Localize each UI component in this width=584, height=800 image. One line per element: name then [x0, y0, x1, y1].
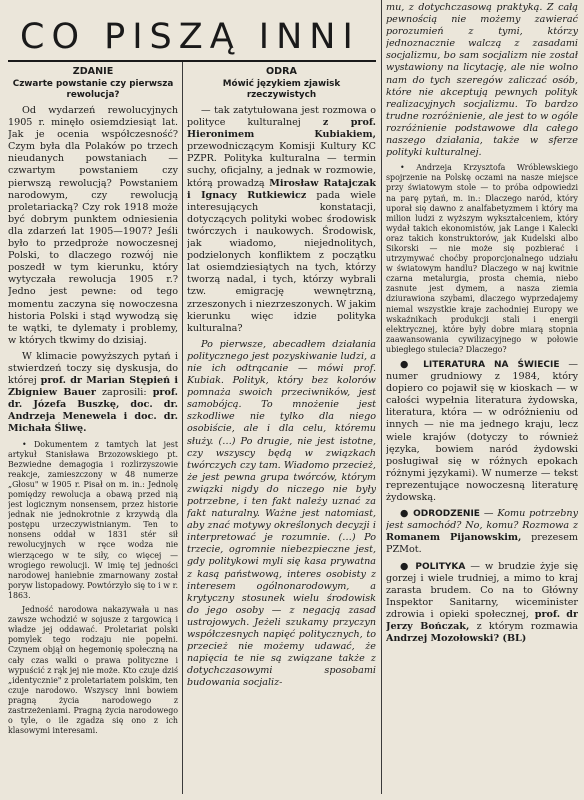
paragraph: ● LITERATURA NA ŚWIECIE — numer grudniowy z 1984, który dopiero co pojawił się w kioskach — w całości wypełnia literatura żydowska, literatura, która — w odróżnieniu od innych — nie ma jednego kraju, lecz wiele krajów (dotyczy to również języka, bowiem naród żydowski posługiwał się w różnych epokach różnymi językami). W numerze — tekst reprezentujące nowoczesną literaturę żydowską. [386, 359, 578, 504]
column-separator-2 [381, 0, 382, 794]
paragraph [187, 105, 376, 335]
column-separator-1 [182, 62, 183, 794]
paragraph: • Andrzeja Krzysztofa Wróblewskiego spojrzenie na Polskę oczami na nasze miejsce przy światowym stole — to próba odpowiedzi na parę pytań, m. in.: Dlaczego naród, który uporał się dawno z analfabetyzmem i który ma milion ludzi z wyższym wykształceniem, który wydał takich ekonomistów, jak Lange i Kalecki oraz takich konstruktorów, jak Kudelski albo Sikorski — nie może się pozbierać i utrzymywać choćby proporcjonalnego udziału w światowym handlu? Dlaczego w naj kwitnie czarna metalurgia, prosta chemia, niebo zasnute jest dymem, a nasza ziemia dziurawiona szybami, dlaczego wyprzedajemy niemal wszystkie kraje zachodniej Europy we wskaźnikach produkcji stali i energii elektrycznej, które były dobre miarą stopnia zaawansowania cywilizacyjnego w połowie ubiegłego stulecia? Dlaczego? [386, 163, 578, 354]
paragraph: ● ODRODZENIE — Komu potrzebny jest samochód? No, komu? Rozmowa z Romanem Pijanowskim, prezesem PZMot. [386, 508, 578, 556]
bold-names: Romanem Pijanowskim, [386, 532, 522, 544]
text-run: prezesem PZMot. [386, 532, 578, 556]
bold-names: Mirosław Ratajczak i Ignacy Rutkiewicz [187, 177, 376, 201]
column-title: ZDANIE [72, 66, 114, 77]
bold-names: prof. dr. Józefa Buszkę, doc. dr. Andrzeja Menewela i doc. dr. Michała Śliwę. [8, 387, 178, 435]
text-run: W klimacie powyższych pytań i stwierdzeń toczy się dyskusja, do której [8, 350, 178, 387]
column-subtitle: Mówić językiem zjawisk rzeczywistych [222, 79, 341, 100]
text-run: zaprosili: [95, 387, 153, 399]
text-run: przewodniczącym Komisji Kultury KC PZPR. Polityka kulturalna — termin suchy, oficjalny, a jednak w rozmowie, którą prowadzą [187, 141, 376, 189]
quote-paragraph: mu, z dotychczasową praktyką. Z całą pewnością nie możemy zawierać porozumień z tymi, którzy jednoznacznie walczą z zasadami socjalizmu, bo sam socjalizm nie został wystawiony na licytację, ale nie wolno nam do tych szeregów zaliczać osób, które nie akceptują pewnych polityk realizacyjnych socjalizmu. To bardzo trudne rozróżnienie, ale jest to w ogóle rozróżnienie podstawowe dla całego naszego działania, także w sferze polityki kulturalnej. [386, 2, 578, 159]
column-title: ODRA [266, 66, 297, 77]
bold-names: prof. dr Marian Stępień i Zbigniew Bauer [8, 375, 178, 399]
quote-paragraph: Po pierwsze, abecadłem działania politycznego jest pozyskiwanie ludzi, a nie ich odtrącanie — mówi prof. Kubiak. Polityk, który bez kolorów pomnaża swoich przeciwników, jest samobójcą. To mnożenie jest szkodliwe nie tylko dla niego osobiście, ale i dla celu, któremu służy. (…) Po drugie, nie jest istotne, czy wszyscy będą w związkach twórczych czy tam. Wiadomo przecież, że jest pewna grupa twórców, którym związki nigdy do niczego nie były potrzebne, i ten fakt należy uznać za fakt naturalny. Ważne jest natomiast, aby znać motywy określonych decyzji i interpretować je rozumnie. (…) Po trzecie, ogromnie niebezpieczne jest, gdy politykowi myli się kasa prywatna z kasą państwową, interes osobisty z interesem ogólnonarodowym, a krytyczny stosunek wielu środowisk do jego osoby — z negacją zasad ustrojowych. Jeżeli szukamy przyczyn współczesnych napięć politycznych, to przecież nie możemy udawać, że napięcia te nie są związane także z dotychczasowymi sposobami budowania socjaliz- [187, 338, 376, 689]
paragraph: Od wydarzeń rewolucyjnych 1905 r. minęło osiemdziesiąt lat. Jak je ocenia współczesność? Czym była dla Polaków po trzech nieudanych powstaniach — czwartym powstaniem czy pierwszą rewolucją? Powstaniem narodowym, czy rewolucją proletariacką? Czy rok 1918 może być dobrym punktem odniesienia dla zdarzeń lat 1905—1907? Jeśli było to przedproże nowoczesnej Polski, to dlaczego rozwój nie poszedł w tym kierunku, który wytyczała rewolucja 1905 r.? Jedno jest pewne: od tego momentu zaczyna się nowoczesna historia Polski i stąd wywodzą się te wątki, te dylematy i problemy, w których tkwimy do dzisiaj. [8, 105, 178, 346]
bold-names: z prof. Hieronimem Kubiakiem, [187, 117, 376, 141]
bold-names: prof. dr Jerzy Bończak, [386, 608, 578, 632]
bold-names: Andrzej Mozołowski? (BL) [386, 633, 527, 645]
column-right [386, 2, 578, 794]
text-run: — Komu potrzebny jest samochód? No, komu? Rozmowa z [386, 508, 578, 532]
column-zdanie [8, 64, 178, 794]
text-run: z którym rozmawia [469, 620, 578, 632]
text-run: pada wiele interesujących konstatacji, dotyczących polityki wobec środowisk twórczych i naukowych. Środowisk, jak wiadomo, niejednolitych, podzielonych konfliktem z początku lat osiemdziesiątych na tych, którzy tworzą nadal, i tych, którzy wybrali tzw. emigrację wewnętrzną, zrzeszonych i niezrzeszonych. W jakim kierunku więc idzie polityka kulturalna? [187, 189, 376, 334]
column-subtitle: Czwarte powstanie czy pierwsza rewolucja? [12, 79, 174, 100]
section-masthead: CO PISZĄ INNI [20, 17, 360, 57]
quoted-document: Jedność narodowa nakazywała u nas zawsze wchodzić w sojusze z targowicą i władze jej oddawać. Proletariat polski pomylek tego rodzaju nie popełni. Czynem objął on hegemonię społeczną na cały czas walki o prawa polityczne i wypuścić z rąk jej nie może. Kto czuje dziś „identycznie" z proletariatem polskim, ten czuje narodowo. Wszyscy inni bowiem pragną życia narodowego z zastrzeżeniami. Pragną życia narodowego o tyle, o ile zgadza się ono z ich klasowymi interesami. [8, 605, 178, 736]
text-run: — tak zatytułowana jest rozmowa o polityce kulturalnej [187, 105, 376, 129]
paragraph: ● POLITYKA — w brudzie żyje się gorzej i wiele trudniej, a mimo to kraj zarasta brudem. Co na to Główny Inspektor Sanitarny, wiceminister zdrowia i opieki społecznej, prof. dr Jerzy Bończak, z którym rozmawia Andrzej Mozołowski? (BL) [386, 560, 578, 645]
paragraph [8, 351, 178, 436]
magazine-name: POLITYKA [415, 561, 466, 572]
text-run: — w brudzie żyje się gorzej i wiele trudniej, a mimo to kraj zarasta brudem. Co na to Główny Inspektor Sanitarny, wiceminister zdrowia i opieki społecznej, [386, 560, 578, 620]
column-odra [187, 64, 376, 794]
magazine-name: ODRODZENIE [413, 509, 480, 520]
magazine-name: LITERATURA NA ŚWIECIE [423, 360, 560, 370]
text-run: — numer grudniowy z 1984, który dopiero co pojawił się w kioskach — w całości wypełnia literatura żydowska, literatura, która — w odróżnieniu od innych — nie ma jednego kraju, lecz wiele krajów (dotyczy to również języka, bowiem naród żydowski posługiwał się w różnych epokach różnymi językami). W numerze — tekst reprezentujące nowoczesną literaturę żydowską. [386, 359, 578, 504]
masthead-rule [8, 60, 376, 62]
quoted-document: • Dokumentem z tamtych lat jest artykuł Stanisława Brzozowskiego pt. Bezwiedne demagogia i rozlirzyszowie reakcje, zamieszczony w 48 numerze „Głosu" w 1905 r. Pisał on m. in.: Jednolę pomiędzy rewolucja a obawą przed nią jest logicznym nonsensem, przez historie jednak nie jednokrotnie z krzywdą dla postępu urzeczywistnianym. Ten to nonsens oddał w 1831 stér sił rewolucyjnych w ręce wodza nie wierzącego w te siły, co więcej — wrogiego rewolucji. W imię tej jedności narodowej haniebnie zmarnowany został poryw listopadowy. Powtórzyło się to i w r. 1863. [8, 439, 178, 600]
